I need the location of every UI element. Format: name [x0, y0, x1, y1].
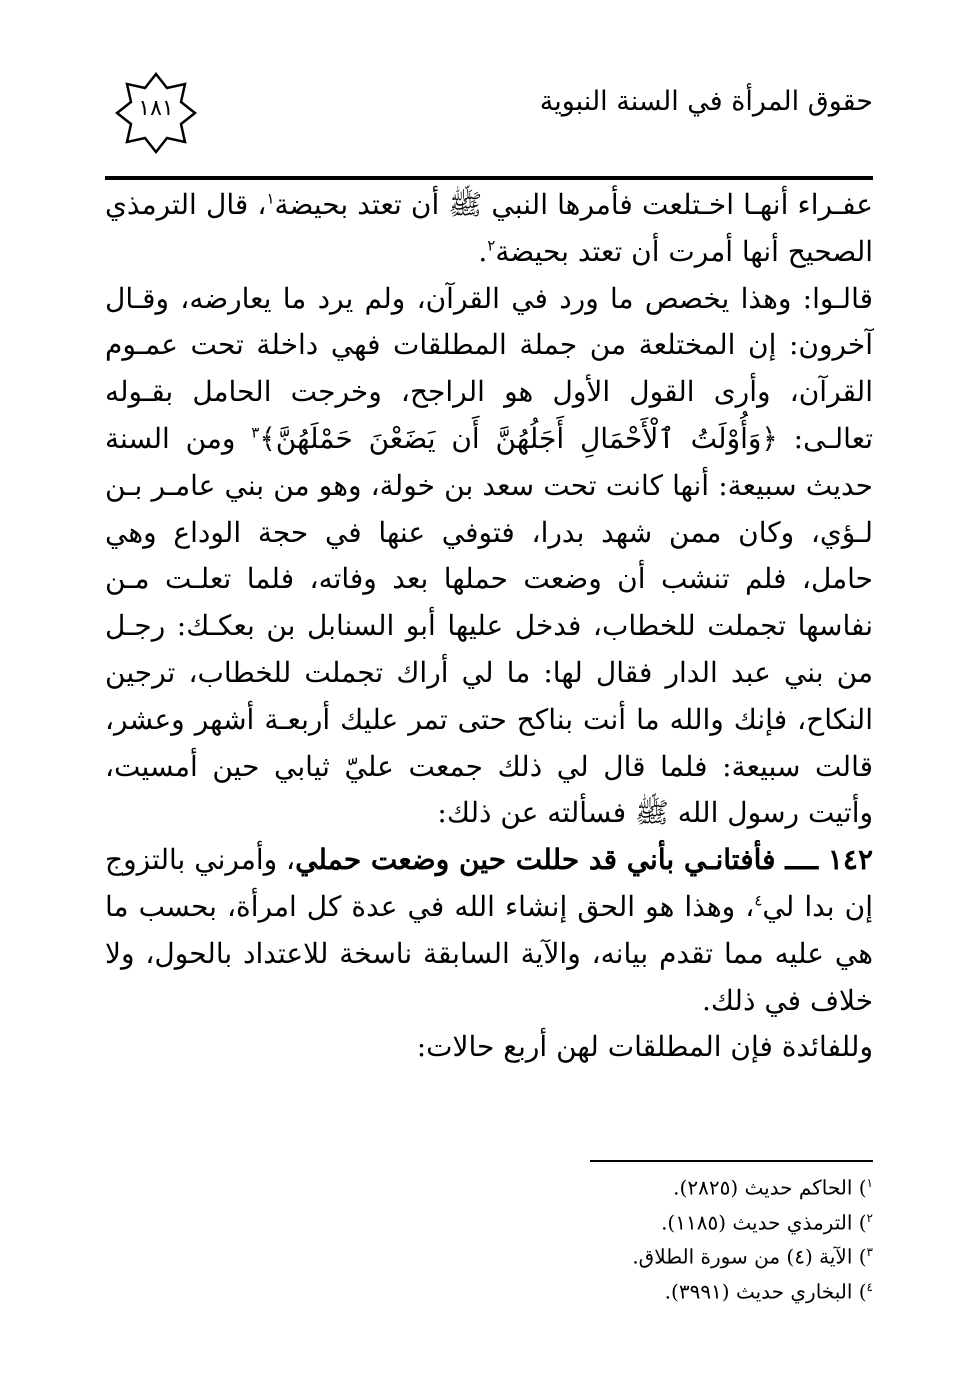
header-rule [105, 176, 873, 180]
hadith-number: ١٤٢ ــــ [775, 843, 873, 877]
running-title: حقوق المرأة في السنة النبوية [539, 86, 873, 117]
footnote-1: $^١$) الحاكم حديث (٢٨٢٥). [673, 1175, 873, 1200]
footnote-2: $^٢$) الترمذي حديث (١١٨٥). [661, 1210, 873, 1235]
footnote-rule [590, 1160, 873, 1162]
footnote-ref-1: ١ [266, 189, 275, 208]
footnote-4: $^٤$) البخاري حديث (٣٩٩١). [664, 1279, 873, 1304]
page-number-badge [115, 72, 197, 154]
footnote-ref-2: ٢ [487, 236, 496, 255]
footnotes [480, 1168, 873, 1307]
main-text [105, 182, 873, 1071]
footnote-3: $^٣$) الآية (٤) من سورة الطلاق. [632, 1244, 873, 1269]
paragraph-2: قالـوا: وهذا يخصص ما ورد في القرآن، ولم يرد ما يعارضه، وقـال آخرون: إن المختلعة من جملة المطلقات فهي داخلة تحت عمـوم القرآن، وأرى القول الأول هو الراجح، وخرجت الحامل بقـوله تعالـى: ﴿وَأُوْلَتُ ٱلْأَحْمَالِ أَجَلُهُنَّ أَن يَضَعْنَ حَمْلَهُنَّ﴾$^٣$ ومن السنة حديث سبيعة: أنها كانت تحت سعد بن خولة، وهو من بني عامـر بـن لـؤي، وكان ممن شهد بدرا، فتوفي عنها في حجة الوداع وهي حامل، فلم تنشب أن وضعت حملها بعد وفاته، فلما تعلـت مـن نفاسها تجملت للخطاب، فدخل عليها أبو السنابل بن بعكـك: رجـل من بني عبد الدار فقال لها: ما لي أراك تجملت للخطاب، ترجين النكاح، فإنك والله ما أنت بناكح حتى تمر عليك أربعـة أشهر وعشر، قالت سبيعة: فلما قال لي ذلك جمعت عليّ ثيابي حين أمسيت، وأتيت رسول الله ﷺ فسألته عن ذلك: [105, 281, 874, 830]
page-header [105, 72, 873, 172]
paragraph-3: ١٤٢ ــــ فأفتانـي بأني قد حللت حين وضعت حملي، وأمرني بالتزوج إن بدا لي$^٤$، وهذا هو الحق إنشاء الله في عدة كل امرأة، بحسب ما هي عليه مما تقدم بيانه، والآية السابقة ناسخة للاعتداد بالحول، ولا خلاف في ذلك. [105, 843, 873, 1017]
footnote-ref-4: ٤ [754, 891, 763, 910]
hadith-text: فأفتانـي بأني قد حللت حين وضعت حملي [295, 843, 776, 877]
page-number: ١٨١ [138, 96, 174, 121]
footnote-ref-3: ٣ [251, 423, 260, 442]
paragraph-4: وللفائدة فإن المطلقات لهن أربع حالات: [416, 1030, 873, 1064]
paragraph-1: عفـراء أنهـا اخـتلعت فأمرها النبي ﷺ أن تعتد بحيضة$^١$، قال الترمذي الصحيح أنها أمرت أن تعتد بحيضة$^٢$. [105, 188, 874, 268]
